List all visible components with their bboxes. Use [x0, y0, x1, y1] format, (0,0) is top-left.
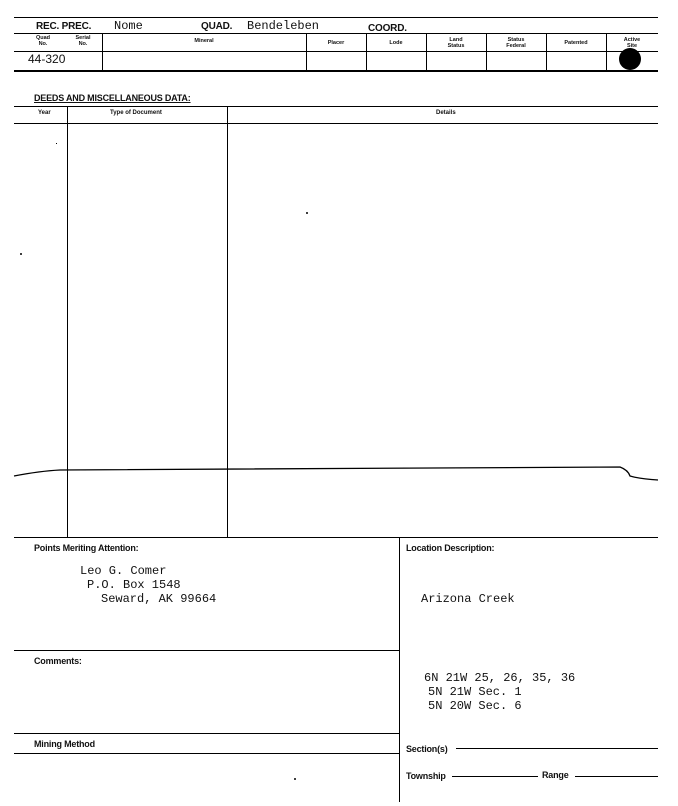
township-label: Township [406, 771, 446, 781]
col-type-of-document: Type of Document [110, 110, 162, 116]
header-line-mid [14, 51, 658, 52]
location-label: Location Description: [406, 543, 495, 553]
col-patented: Patented [564, 40, 588, 46]
section-field[interactable] [456, 748, 658, 749]
range-field[interactable] [575, 776, 658, 777]
col-year: Year [38, 110, 51, 116]
col-quad-no: Quad No. [35, 35, 51, 47]
deeds-title: DEEDS AND MISCELLANEOUS DATA: [34, 93, 191, 103]
record-id: 44-320 [28, 52, 66, 66]
header-line-top [14, 33, 658, 34]
comments-line [14, 650, 399, 651]
comments-label: Comments: [34, 656, 82, 666]
col-serial-no: Serial No. [75, 35, 91, 47]
mining-method-label: Mining Method [34, 739, 95, 749]
mining-line [14, 733, 399, 734]
col-placer: Placer [327, 40, 345, 46]
points-line-1: Leo G. Comer [80, 564, 167, 578]
township-field[interactable] [452, 776, 538, 777]
col-status-federal: Status Federal [506, 37, 526, 49]
deeds-line-header [14, 123, 658, 124]
col-div-6 [546, 33, 547, 71]
range-label: Range [542, 770, 569, 780]
bottom-center-div [399, 537, 400, 802]
speck [56, 143, 57, 144]
points-label: Points Meriting Attention: [34, 543, 139, 553]
location-line-2: 5N 21W Sec. 1 [428, 685, 522, 699]
points-line-2: P.O. Box 1548 [87, 578, 181, 592]
col-div-2 [306, 33, 307, 71]
active-site-mark-icon [619, 48, 641, 70]
quad-value: Bendeleben [247, 19, 320, 33]
speck [20, 253, 22, 255]
section-label: Section(s) [406, 744, 448, 754]
rec-prec-label: REC. PREC. [36, 21, 92, 32]
rec-prec-value: Nome [114, 19, 143, 33]
speck [294, 778, 296, 780]
col-land-status: Land Status [447, 37, 465, 49]
location-name: Arizona Creek [421, 592, 515, 606]
col-div-3 [366, 33, 367, 71]
col-active-site: Active Site [623, 37, 641, 49]
points-line-3: Seward, AK 99664 [101, 592, 217, 606]
quad-label: QUAD. [201, 21, 233, 32]
location-line-3: 5N 20W Sec. 6 [428, 699, 522, 713]
col-lode: Lode [389, 40, 403, 46]
speck [306, 212, 308, 214]
mining-underline [14, 753, 399, 754]
top-border [14, 17, 658, 18]
overlay-line [0, 460, 678, 490]
header-line-bottom [14, 70, 658, 72]
col-mineral: Mineral [194, 38, 214, 44]
coord-label: COORD. [368, 23, 407, 34]
bottom-line-top [14, 537, 658, 538]
col-details: Details [436, 110, 456, 116]
location-line-1: 6N 21W 25, 26, 35, 36 [424, 671, 576, 685]
deeds-line-top [14, 106, 658, 107]
